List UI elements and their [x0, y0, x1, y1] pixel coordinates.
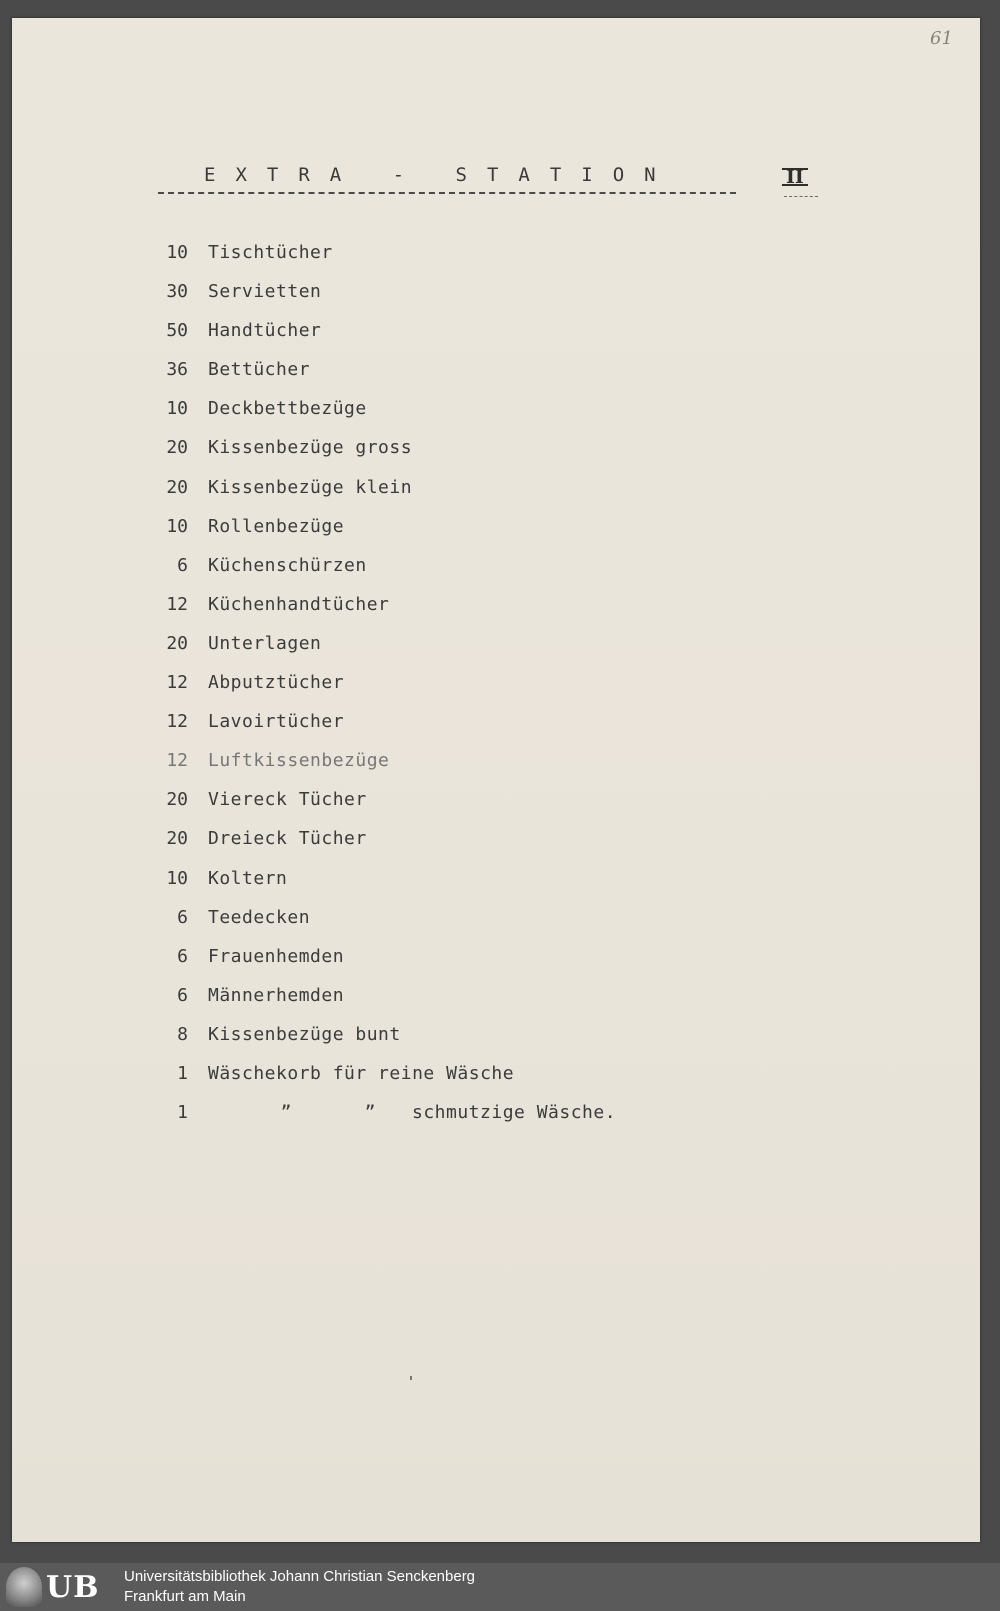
- item-quantity: 20: [166, 828, 188, 850]
- library-name-line: Universitätsbibliothek Johann Christian Senckenberg: [124, 1568, 476, 1585]
- list-item: [162, 633, 616, 672]
- item-description: Kissenbezüge bunt: [208, 1023, 401, 1045]
- document-page: [12, 18, 980, 1542]
- list-item: [162, 789, 616, 828]
- item-description: Servietten: [208, 281, 322, 303]
- item-description: Abputztücher: [208, 672, 345, 694]
- item-quantity: 20: [166, 437, 188, 459]
- library-name: [124, 1567, 475, 1607]
- list-item: [162, 828, 616, 867]
- library-location-line: Frankfurt am Main: [124, 1588, 246, 1605]
- item-description: Küchenschürzen: [208, 554, 367, 576]
- linen-list: [162, 242, 616, 1141]
- item-quantity: 10: [166, 867, 188, 889]
- item-description: Dreieck Tücher: [208, 828, 367, 850]
- library-footer: [0, 1563, 1000, 1611]
- item-quantity: 30: [166, 281, 188, 303]
- item-description: Viereck Tücher: [208, 789, 367, 811]
- logo-text: UB: [46, 1569, 100, 1605]
- item-description: Unterlagen: [208, 632, 322, 654]
- list-item: [162, 477, 616, 516]
- list-item: [162, 868, 616, 907]
- item-description: [208, 1102, 616, 1123]
- item-quantity: 20: [166, 632, 188, 654]
- list-item: [162, 711, 616, 750]
- item-description: Handtücher: [208, 320, 322, 342]
- title-underline: [158, 192, 736, 194]
- ditto-mark: ”: [364, 1102, 376, 1124]
- item-quantity: 6: [177, 906, 188, 928]
- item-description: Kissenbezüge klein: [208, 476, 413, 498]
- folio-number: 61: [930, 28, 953, 49]
- item-quantity: 10: [166, 242, 188, 263]
- list-item: [162, 750, 616, 789]
- paper-mark: [410, 1376, 412, 1380]
- list-item: [162, 985, 616, 1024]
- item-quantity: 6: [177, 554, 188, 576]
- item-quantity: 6: [177, 945, 188, 967]
- item-description: Männerhemden: [208, 984, 345, 1006]
- item-quantity: 10: [166, 515, 188, 537]
- item-quantity: 1: [177, 1102, 188, 1124]
- list-item: [162, 672, 616, 711]
- item-description: Bettücher: [208, 359, 311, 381]
- list-item: [162, 1024, 616, 1063]
- list-item: [162, 1102, 616, 1141]
- list-item: [162, 359, 616, 398]
- item-description: Kissenbezüge gross: [208, 437, 413, 459]
- list-item: [162, 1063, 616, 1102]
- list-item: [162, 281, 616, 320]
- ditto-mark: ”: [280, 1102, 292, 1124]
- item-description: Luftkissenbezüge: [208, 750, 390, 772]
- item-description: Tischtücher: [208, 242, 333, 263]
- list-item: [162, 320, 616, 359]
- item-quantity: 12: [166, 750, 188, 772]
- numeral-underline: [784, 196, 818, 197]
- list-item: [162, 242, 616, 281]
- list-item: [162, 946, 616, 985]
- section-numeral: II: [782, 168, 808, 186]
- item-description: Küchenhandtücher: [208, 593, 390, 615]
- item-description: Koltern: [208, 867, 288, 889]
- item-quantity: 20: [166, 476, 188, 498]
- list-item: [162, 398, 616, 437]
- item-quantity: 12: [166, 672, 188, 694]
- item-quantity: 10: [166, 398, 188, 420]
- item-quantity: 50: [166, 320, 188, 342]
- item-quantity: 20: [166, 789, 188, 811]
- item-description: Frauenhemden: [208, 945, 345, 967]
- item-description: Rollenbezüge: [208, 515, 345, 537]
- portrait-icon: [6, 1567, 42, 1607]
- item-quantity: 36: [166, 359, 188, 381]
- item-quantity: 1: [177, 1062, 188, 1084]
- list-item: [162, 594, 616, 633]
- list-item: [162, 516, 616, 555]
- item-quantity: 8: [177, 1023, 188, 1045]
- item-description-text: schmutzige Wäsche.: [412, 1102, 617, 1124]
- list-item: [162, 555, 616, 594]
- item-description: Wäschekorb für reine Wäsche: [208, 1062, 515, 1084]
- item-quantity: 12: [166, 711, 188, 733]
- item-quantity: 6: [177, 984, 188, 1006]
- library-logo: [6, 1567, 114, 1607]
- item-quantity: 12: [166, 593, 188, 615]
- list-item: [162, 437, 616, 476]
- document-title: EXTRA - STATION: [204, 164, 676, 186]
- item-description: Teedecken: [208, 906, 311, 928]
- item-description: Deckbettbezüge: [208, 398, 367, 420]
- list-item: [162, 907, 616, 946]
- item-description: Lavoirtücher: [208, 711, 345, 733]
